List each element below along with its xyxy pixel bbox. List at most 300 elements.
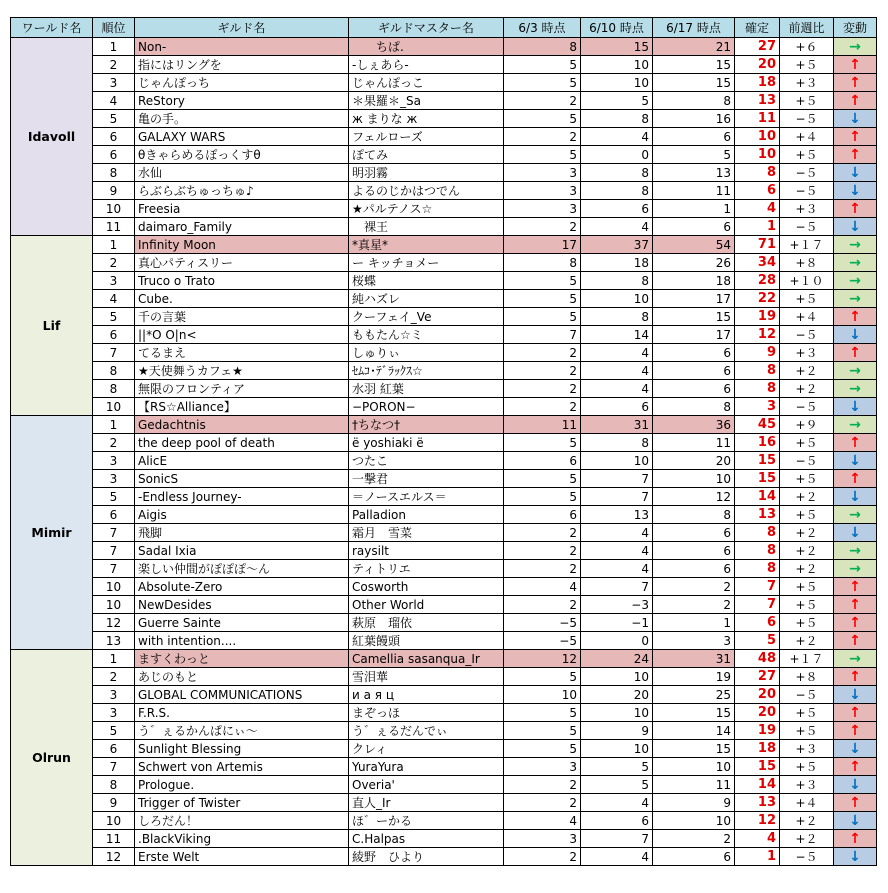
rank-cell: 8 <box>93 776 135 794</box>
trend-arrow-cell: → <box>834 560 877 578</box>
world-name-cell: Idavoll <box>11 38 93 236</box>
weekly-diff-cell: +２ <box>780 812 834 830</box>
points-0617-cell: 15 <box>653 308 735 326</box>
weekly-diff-cell: +２ <box>780 488 834 506</box>
points-0610-cell: 6 <box>581 398 653 416</box>
guild-master-cell: 霜月 雪菜 <box>349 524 504 542</box>
rank-cell: 2 <box>93 254 135 272</box>
points-0617-cell: 26 <box>653 254 735 272</box>
guild-master-cell: しゅりぃ <box>349 344 504 362</box>
header-world: ワールド名 <box>11 18 93 38</box>
points-0603-cell: 5 <box>504 74 581 92</box>
trend-arrow-cell: → <box>834 506 877 524</box>
points-0603-cell: 10 <box>504 686 581 704</box>
points-0617-cell: 9 <box>653 794 735 812</box>
points-0603-cell: 3 <box>504 830 581 848</box>
points-0603-cell: 5 <box>504 110 581 128</box>
rank-cell: 6 <box>93 326 135 344</box>
points-0617-cell: 6 <box>653 848 735 866</box>
table-row <box>11 56 877 74</box>
points-0610-cell: 10 <box>581 704 653 722</box>
rank-cell: 10 <box>93 596 135 614</box>
guild-name-cell: F.R.S. <box>135 704 349 722</box>
guild-name-cell: Erste Welt <box>135 848 349 866</box>
rank-cell: 3 <box>93 470 135 488</box>
points-0603-cell: 5 <box>504 722 581 740</box>
points-0610-cell: 4 <box>581 524 653 542</box>
guild-name-cell: Aigis <box>135 506 349 524</box>
guild-master-cell: YuraYura <box>349 758 504 776</box>
points-0610-cell: 4 <box>581 380 653 398</box>
weekly-diff-cell: +１７ <box>780 650 834 668</box>
trend-arrow-cell: ↑ <box>834 308 877 326</box>
confirmed-cell: 7 <box>735 596 780 614</box>
confirmed-cell: 14 <box>735 776 780 794</box>
trend-arrow-cell: ↓ <box>834 488 877 506</box>
trend-arrow-cell: → <box>834 290 877 308</box>
rank-cell: 9 <box>93 794 135 812</box>
points-0603-cell: 17 <box>504 236 581 254</box>
points-0603-cell: 5 <box>504 146 581 164</box>
rank-cell: 8 <box>93 164 135 182</box>
points-0603-cell: 2 <box>504 848 581 866</box>
points-0603-cell: 2 <box>504 344 581 362</box>
confirmed-cell: 8 <box>735 524 780 542</box>
guild-name-cell: Absolute-Zero <box>135 578 349 596</box>
confirmed-cell: 22 <box>735 290 780 308</box>
guild-master-cell: ж まりな ж <box>349 110 504 128</box>
weekly-diff-cell: +５ <box>780 506 834 524</box>
guild-name-cell: the deep pool of death <box>135 434 349 452</box>
weekly-diff-cell: +２ <box>780 524 834 542</box>
points-0610-cell: 10 <box>581 740 653 758</box>
weekly-diff-cell: −５ <box>780 686 834 704</box>
confirmed-cell: 10 <box>735 128 780 146</box>
trend-arrow-cell: ↑ <box>834 434 877 452</box>
weekly-diff-cell: +２ <box>780 830 834 848</box>
guild-name-cell: NewDesides <box>135 596 349 614</box>
trend-arrow-cell: ↓ <box>834 218 877 236</box>
guild-name-cell: daimaro_Family <box>135 218 349 236</box>
points-0603-cell: 5 <box>504 56 581 74</box>
rank-cell: 7 <box>93 542 135 560</box>
trend-arrow-cell: → <box>834 38 877 56</box>
confirmed-cell: 14 <box>735 488 780 506</box>
weekly-diff-cell: +５ <box>780 596 834 614</box>
trend-arrow-cell: → <box>834 362 877 380</box>
guild-master-cell: *真星* <box>349 236 504 254</box>
points-0617-cell: 8 <box>653 398 735 416</box>
table-row <box>11 668 877 686</box>
confirmed-cell: 6 <box>735 614 780 632</box>
points-0610-cell: 5 <box>581 758 653 776</box>
guild-master-cell: C.Halpas <box>349 830 504 848</box>
rank-cell: 3 <box>93 272 135 290</box>
guild-master-cell: ë yoshiaki ë <box>349 434 504 452</box>
rank-cell: 7 <box>93 524 135 542</box>
guild-master-cell: 綾野 ひより <box>349 848 504 866</box>
table-row <box>11 380 877 398</box>
table-row <box>11 488 877 506</box>
points-0610-cell: 8 <box>581 182 653 200</box>
rank-cell: 11 <box>93 830 135 848</box>
confirmed-cell: 3 <box>735 398 780 416</box>
weekly-diff-cell: +３ <box>780 74 834 92</box>
rank-cell: 13 <box>93 632 135 650</box>
points-0603-cell: 6 <box>504 506 581 524</box>
confirmed-cell: 15 <box>735 470 780 488</box>
rank-cell: 8 <box>93 362 135 380</box>
confirmed-cell: 18 <box>735 740 780 758</box>
guild-name-cell: with intention.... <box>135 632 349 650</box>
trend-arrow-cell: ↑ <box>834 830 877 848</box>
weekly-diff-cell: +４ <box>780 308 834 326</box>
points-0617-cell: 10 <box>653 812 735 830</box>
guild-master-cell: 明羽霧 <box>349 164 504 182</box>
weekly-diff-cell: +６ <box>780 38 834 56</box>
weekly-diff-cell: −５ <box>780 452 834 470</box>
weekly-diff-cell: −５ <box>780 164 834 182</box>
points-0610-cell: 20 <box>581 686 653 704</box>
confirmed-cell: 13 <box>735 794 780 812</box>
guild-master-cell: †ちなつ† <box>349 416 504 434</box>
table-row <box>11 128 877 146</box>
points-0603-cell: 5 <box>504 434 581 452</box>
weekly-diff-cell: +５ <box>780 758 834 776</box>
table-row <box>11 794 877 812</box>
confirmed-cell: 11 <box>735 110 780 128</box>
confirmed-cell: 4 <box>735 200 780 218</box>
points-0603-cell: 2 <box>504 398 581 416</box>
trend-arrow-cell: ↓ <box>834 452 877 470</box>
table-row <box>11 542 877 560</box>
weekly-diff-cell: +９ <box>780 416 834 434</box>
points-0603-cell: 2 <box>504 92 581 110</box>
rank-cell: 3 <box>93 452 135 470</box>
guild-name-cell: 楽しい仲間がぽぽぽ〜ん <box>135 560 349 578</box>
header-confirmed: 確定 <box>735 18 780 38</box>
header-date-0610: 6/10 時点 <box>581 18 653 38</box>
rank-cell: 5 <box>93 722 135 740</box>
confirmed-cell: 8 <box>735 542 780 560</box>
points-0617-cell: 10 <box>653 758 735 776</box>
points-0617-cell: 11 <box>653 182 735 200</box>
guild-master-cell: う゛ぇるだんでぃ <box>349 722 504 740</box>
confirmed-cell: 48 <box>735 650 780 668</box>
rank-cell: 3 <box>93 74 135 92</box>
table-row <box>11 470 877 488</box>
points-0603-cell: 2 <box>504 128 581 146</box>
points-0603-cell: 2 <box>504 218 581 236</box>
points-0603-cell: 2 <box>504 596 581 614</box>
points-0617-cell: 36 <box>653 416 735 434</box>
guild-master-cell: ももたん☆ミ <box>349 326 504 344</box>
table-row <box>11 344 877 362</box>
world-name-cell: Mimir <box>11 416 93 650</box>
points-0617-cell: 17 <box>653 326 735 344</box>
points-0617-cell: 15 <box>653 56 735 74</box>
table-row <box>11 272 877 290</box>
points-0610-cell: 10 <box>581 290 653 308</box>
table-row <box>11 722 877 740</box>
confirmed-cell: 71 <box>735 236 780 254</box>
points-0603-cell: 5 <box>504 740 581 758</box>
confirmed-cell: 6 <box>735 182 780 200</box>
points-0603-cell: 5 <box>504 308 581 326</box>
weekly-diff-cell: +５ <box>780 146 834 164</box>
weekly-diff-cell: +４ <box>780 128 834 146</box>
trend-arrow-cell: ↑ <box>834 128 877 146</box>
guild-name-cell: ||*O O|n< <box>135 326 349 344</box>
points-0603-cell: 2 <box>504 776 581 794</box>
points-0610-cell: 6 <box>581 200 653 218</box>
points-0617-cell: 6 <box>653 380 735 398</box>
points-0603-cell: 2 <box>504 794 581 812</box>
guild-master-cell: ぽてみ <box>349 146 504 164</box>
confirmed-cell: 13 <box>735 92 780 110</box>
points-0603-cell: 8 <box>504 38 581 56</box>
rank-cell: 12 <box>93 848 135 866</box>
rank-cell: 9 <box>93 182 135 200</box>
guild-name-cell: Prologue. <box>135 776 349 794</box>
table-row <box>11 398 877 416</box>
points-0603-cell: 5 <box>504 668 581 686</box>
confirmed-cell: 27 <box>735 668 780 686</box>
header-trend: 変動 <box>834 18 877 38</box>
trend-arrow-cell: ↑ <box>834 632 877 650</box>
trend-arrow-cell: ↓ <box>834 812 877 830</box>
points-0603-cell: 3 <box>504 182 581 200</box>
points-0603-cell: 4 <box>504 578 581 596</box>
trend-arrow-cell: → <box>834 416 877 434</box>
confirmed-cell: 16 <box>735 434 780 452</box>
guild-master-cell: -しぇあら- <box>349 56 504 74</box>
points-0610-cell: 4 <box>581 848 653 866</box>
points-0610-cell: 7 <box>581 470 653 488</box>
points-0603-cell: 8 <box>504 254 581 272</box>
points-0617-cell: 12 <box>653 488 735 506</box>
guild-name-cell: ★天使舞うカフェ★ <box>135 362 349 380</box>
guild-master-cell: 萩原 瑠依 <box>349 614 504 632</box>
guild-name-cell: Infinity Moon <box>135 236 349 254</box>
guild-name-cell: らぶらぶちゅっちゅ♪ <box>135 182 349 200</box>
rank-cell: 6 <box>93 128 135 146</box>
table-row <box>11 146 877 164</box>
points-0610-cell: −1 <box>581 614 653 632</box>
points-0603-cell: 5 <box>504 488 581 506</box>
table-row <box>11 614 877 632</box>
rank-cell: 5 <box>93 488 135 506</box>
points-0617-cell: 17 <box>653 290 735 308</box>
rank-cell: 7 <box>93 758 135 776</box>
rank-cell: 4 <box>93 290 135 308</box>
trend-arrow-cell: ↑ <box>834 722 877 740</box>
table-row <box>11 596 877 614</box>
weekly-diff-cell: −５ <box>780 326 834 344</box>
confirmed-cell: 8 <box>735 362 780 380</box>
points-0617-cell: 6 <box>653 362 735 380</box>
weekly-diff-cell: +２ <box>780 542 834 560</box>
table-body <box>11 38 877 866</box>
points-0610-cell: 10 <box>581 74 653 92</box>
table-row <box>11 704 877 722</box>
trend-arrow-cell: → <box>834 272 877 290</box>
guild-master-cell: Cosworth <box>349 578 504 596</box>
points-0610-cell: 18 <box>581 254 653 272</box>
guild-ranking-table <box>10 17 877 866</box>
table-row <box>11 290 877 308</box>
points-0603-cell: 2 <box>504 524 581 542</box>
guild-name-cell: 指にはリングを <box>135 56 349 74</box>
confirmed-cell: 1 <box>735 848 780 866</box>
points-0603-cell: 5 <box>504 704 581 722</box>
weekly-diff-cell: +１０ <box>780 272 834 290</box>
points-0610-cell: 4 <box>581 560 653 578</box>
points-0603-cell: 2 <box>504 362 581 380</box>
points-0610-cell: 15 <box>581 38 653 56</box>
table-row <box>11 632 877 650</box>
trend-arrow-cell: ↑ <box>834 578 877 596</box>
guild-name-cell: しろだん！ <box>135 812 349 830</box>
weekly-diff-cell: −５ <box>780 110 834 128</box>
points-0610-cell: 7 <box>581 488 653 506</box>
guild-master-cell: ＝ノースエルス＝ <box>349 488 504 506</box>
weekly-diff-cell: +２ <box>780 560 834 578</box>
table-row <box>11 578 877 596</box>
points-0617-cell: 3 <box>653 632 735 650</box>
confirmed-cell: 8 <box>735 164 780 182</box>
table-row <box>11 74 877 92</box>
points-0610-cell: 7 <box>581 578 653 596</box>
guild-master-cell: Palladion <box>349 506 504 524</box>
guild-name-cell: Schwert von Artemis <box>135 758 349 776</box>
points-0617-cell: 15 <box>653 740 735 758</box>
guild-name-cell: 亀の手。 <box>135 110 349 128</box>
header-row <box>11 18 877 38</box>
guild-name-cell: 真心パティスリー <box>135 254 349 272</box>
trend-arrow-cell: ↓ <box>834 182 877 200</box>
confirmed-cell: 20 <box>735 704 780 722</box>
confirmed-cell: 27 <box>735 38 780 56</box>
points-0617-cell: 6 <box>653 542 735 560</box>
points-0610-cell: 8 <box>581 164 653 182</box>
confirmed-cell: 4 <box>735 830 780 848</box>
points-0617-cell: 18 <box>653 272 735 290</box>
confirmed-cell: 7 <box>735 578 780 596</box>
table-row <box>11 686 877 704</box>
points-0610-cell: 8 <box>581 110 653 128</box>
header-guild: ギルド名 <box>135 18 349 38</box>
points-0617-cell: 6 <box>653 344 735 362</box>
weekly-diff-cell: +５ <box>780 470 834 488</box>
points-0617-cell: 15 <box>653 74 735 92</box>
guild-master-cell: まぞっほ <box>349 704 504 722</box>
weekly-diff-cell: +３ <box>780 776 834 794</box>
table-row <box>11 506 877 524</box>
trend-arrow-cell: ↓ <box>834 110 877 128</box>
trend-arrow-cell: → <box>834 542 877 560</box>
trend-arrow-cell: ↓ <box>834 776 877 794</box>
guild-master-cell: よるのじかはつでん <box>349 182 504 200</box>
rank-cell: 2 <box>93 56 135 74</box>
points-0610-cell: 9 <box>581 722 653 740</box>
confirmed-cell: 20 <box>735 56 780 74</box>
weekly-diff-cell: +５ <box>780 722 834 740</box>
confirmed-cell: 13 <box>735 506 780 524</box>
table-row <box>11 758 877 776</box>
rank-cell: 3 <box>93 704 135 722</box>
guild-master-cell: クレィ <box>349 740 504 758</box>
confirmed-cell: 45 <box>735 416 780 434</box>
guild-name-cell: Sunlight Blessing <box>135 740 349 758</box>
points-0603-cell: 11 <box>504 416 581 434</box>
points-0610-cell: 24 <box>581 650 653 668</box>
points-0603-cell: 12 <box>504 650 581 668</box>
guild-master-cell: ティトリエ <box>349 560 504 578</box>
points-0617-cell: 11 <box>653 434 735 452</box>
guild-master-cell: 水羽 紅葉 <box>349 380 504 398</box>
guild-name-cell: じゃんぽっち <box>135 74 349 92</box>
table-row <box>11 452 877 470</box>
points-0603-cell: 5 <box>504 272 581 290</box>
table-row <box>11 848 877 866</box>
points-0610-cell: 7 <box>581 830 653 848</box>
trend-arrow-cell: ↓ <box>834 326 877 344</box>
points-0603-cell: 4 <box>504 812 581 830</box>
rank-cell: 5 <box>93 308 135 326</box>
table-row <box>11 218 877 236</box>
confirmed-cell: 20 <box>735 686 780 704</box>
weekly-diff-cell: +５ <box>780 434 834 452</box>
points-0610-cell: 0 <box>581 146 653 164</box>
guild-master-cell: Other World <box>349 596 504 614</box>
confirmed-cell: 19 <box>735 308 780 326</box>
weekly-diff-cell: +５ <box>780 614 834 632</box>
guild-master-cell: 裸王 <box>349 218 504 236</box>
confirmed-cell: 10 <box>735 146 780 164</box>
confirmed-cell: 18 <box>735 74 780 92</box>
guild-name-cell: Guerre Sainte <box>135 614 349 632</box>
table-row <box>11 812 877 830</box>
guild-master-cell: 雪泪華 <box>349 668 504 686</box>
trend-arrow-cell: ↑ <box>834 92 877 110</box>
weekly-diff-cell: −５ <box>780 218 834 236</box>
confirmed-cell: 28 <box>735 272 780 290</box>
guild-name-cell: Freesia <box>135 200 349 218</box>
weekly-diff-cell: +５ <box>780 290 834 308</box>
weekly-diff-cell: +３ <box>780 344 834 362</box>
table-row <box>11 38 877 56</box>
rank-cell: 6 <box>93 506 135 524</box>
guild-name-cell: あじのもと <box>135 668 349 686</box>
confirmed-cell: 12 <box>735 326 780 344</box>
guild-master-cell: 直人_Ir <box>349 794 504 812</box>
trend-arrow-cell: ↓ <box>834 740 877 758</box>
weekly-diff-cell: +５ <box>780 92 834 110</box>
points-0603-cell: −5 <box>504 614 581 632</box>
trend-arrow-cell: ↑ <box>834 758 877 776</box>
points-0610-cell: 31 <box>581 416 653 434</box>
points-0617-cell: 11 <box>653 776 735 794</box>
points-0603-cell: 3 <box>504 164 581 182</box>
table-row <box>11 164 877 182</box>
guild-master-cell: つたこ <box>349 452 504 470</box>
points-0603-cell: 7 <box>504 326 581 344</box>
trend-arrow-cell: ↓ <box>834 848 877 866</box>
table-row <box>11 200 877 218</box>
guild-name-cell: Truco o Trato <box>135 272 349 290</box>
rank-cell: 1 <box>93 416 135 434</box>
